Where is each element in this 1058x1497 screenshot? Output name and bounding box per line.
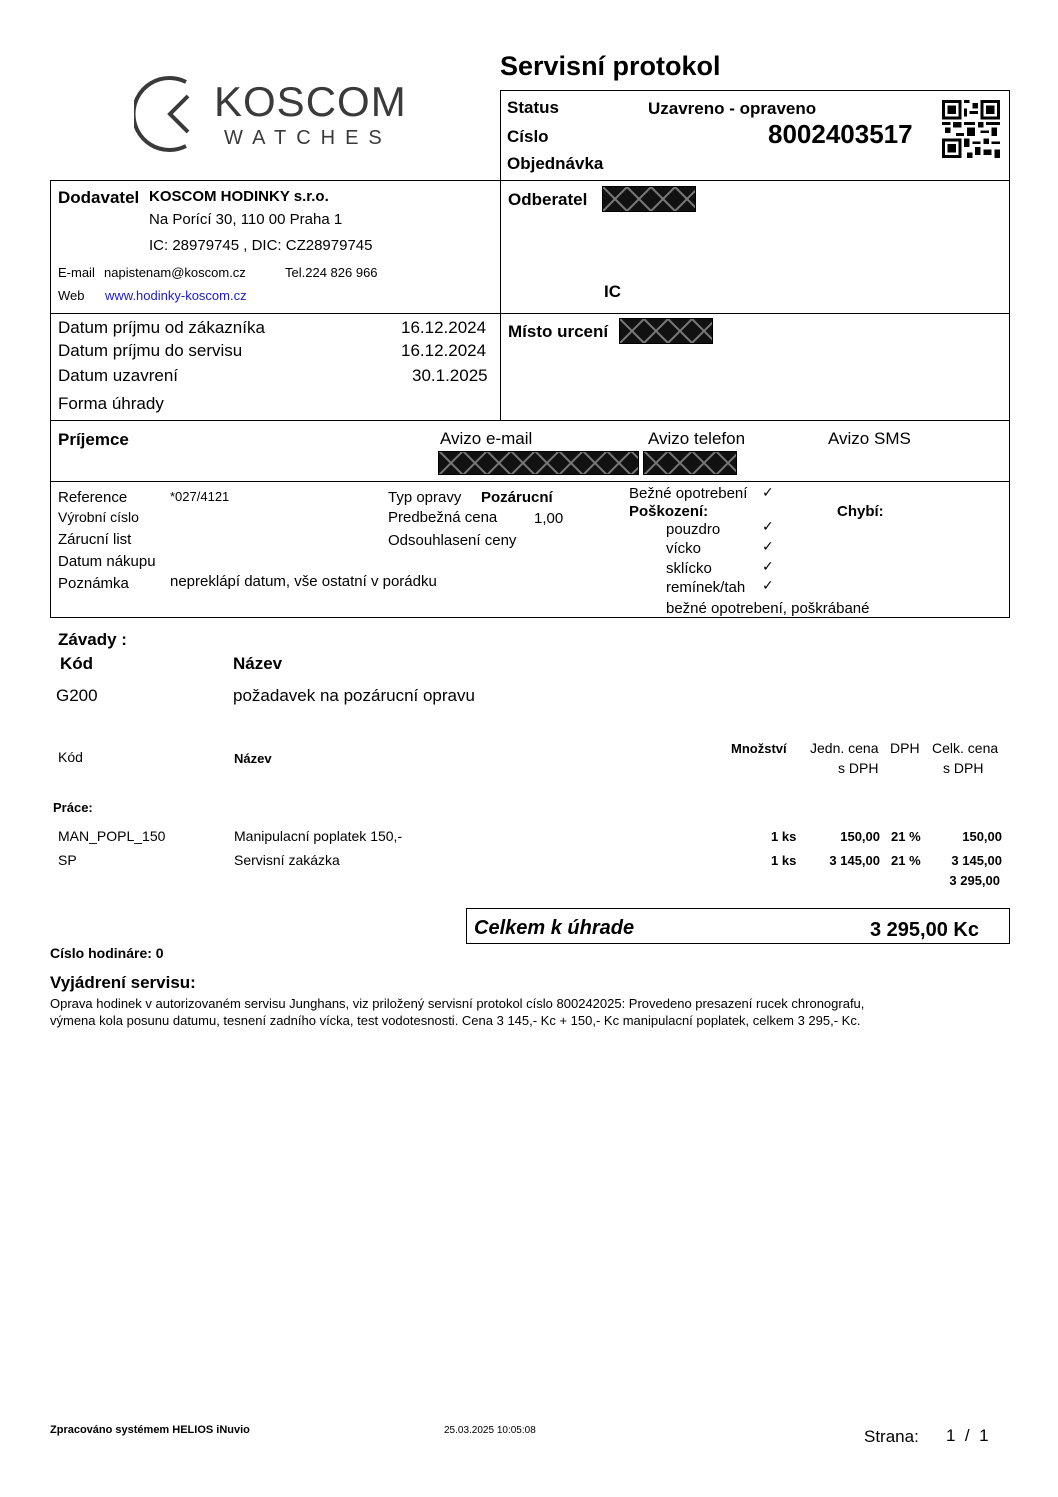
footer-system: Zpracováno systémem HELIOS iNuvio [50,1424,250,1436]
bezne-check-icon: ✓ [762,484,774,500]
logo-sub: WATCHES [224,127,392,149]
cislo-label: Císlo [507,127,549,146]
qr-code-icon [942,100,1000,158]
reference-label: Reference [58,489,128,506]
items-col-sdph2: s DPH [943,760,984,776]
zavady-col-nazev: Název [233,654,283,673]
item-kod: SP [58,852,77,868]
poznamka-value: nepreklápí datum, vše ostatní v porádku [170,573,437,590]
avizo-telefon-redacted [643,451,737,475]
web-label: Web [58,288,85,303]
zarucni-label: Zárucní list [58,531,132,548]
web-link[interactable]: www.hodinky-koscom.cz [105,288,247,303]
total-label: Celkem k úhrade [474,917,635,939]
prijem-zak-value: 16.12.2024 [401,318,487,337]
pouzdro-check-icon: ✓ [762,518,774,534]
item-mnozstvi: 1 ks [771,829,797,844]
uzavreni-value: 30.1.2025 [412,366,488,385]
items-col-nazev: Název [234,751,272,766]
item-dph: 21 % [891,853,921,868]
koscom-logo-icon [134,72,204,156]
items-col-mnozstvi: Množství [731,741,787,756]
prijemce-label: Príjemce [58,430,129,449]
dodavatel-label: Dodavatel [58,188,140,207]
odberatel-ic-label: IC [604,282,621,301]
vyjadreni-title: Vyjádrení servisu: [50,973,196,992]
predbezna-label: Predbežná cena [388,509,498,526]
vyjadreni-line2: výmena kola posunu datumu, tesnení zadního vícka, test vodotesnosti. Cena 3 145,- Kc + 150,- Kc manipulacní poplatek, celkem 3 295,- Kc. [50,1013,861,1028]
items-subtotal: 3 295,00 [949,873,1000,888]
item-mnozstvi: 1 ks [771,853,797,868]
prijem-zak-label: Datum príjmu od zákazníka [58,318,265,337]
item-jedn: 150,00 [840,829,880,844]
vyjadreni-line1: Oprava hodinek v autorizovaném servisu Junghans, viz priložený servisní protokol císlo 800242025: Provedeno presazení rucek chronografu, [50,996,865,1011]
pouzdro-label: pouzdro [666,521,721,538]
odberatel-label: Odberatel [508,190,588,209]
item-kod: MAN_POPL_150 [58,828,166,844]
zavady-row-kod: G200 [56,686,98,705]
odsouhlaseni-label: Odsouhlasení ceny [388,532,517,549]
typ-label: Typ opravy [388,489,462,506]
objednavka-label: Objednávka [507,154,604,173]
predbezna-value: 1,00 [534,510,564,527]
status-label: Status [507,98,559,117]
status-value: Uzavreno - opraveno [648,99,817,118]
vicko-check-icon: ✓ [762,538,774,554]
avizo-sms-label: Avizo SMS [828,429,911,448]
avizo-email-redacted [438,451,639,475]
item-dph: 21 % [891,829,921,844]
prijem-serv-label: Datum príjmu do servisu [58,341,243,360]
dodavatel-ic: IC: 28979745 , DIC: CZ28979745 [149,237,373,254]
footer-strana-value: 1 / 1 [946,1426,989,1445]
items-section-prace: Práce: [53,800,93,815]
chybi-label: Chybí: [837,503,884,520]
zavady-col-kod: Kód [60,654,94,673]
prijem-serv-value: 16.12.2024 [401,341,487,360]
forma-label: Forma úhrady [58,394,164,413]
total-value: 3 295,00 Kc [870,919,979,941]
item-celk: 150,00 [962,829,1002,844]
vyrobni-label: Výrobní císlo [58,509,139,525]
reference-value: *027/4121 [170,489,230,504]
item-jedn: 3 145,00 [829,853,880,868]
misto-label: Místo urcení [508,322,609,341]
typ-value: Pozárucní [481,489,553,506]
email-label: E-mail [58,265,95,280]
poskozeni-label: Poškození: [629,503,709,520]
document-title: Servisní protokol [500,51,721,81]
uzavreni-label: Datum uzavrení [58,366,178,385]
items-col-kod: Kód [58,749,83,765]
vicko-label: vícko [666,540,702,557]
email-value[interactable]: napistenam@koscom.cz [104,265,246,280]
bezne-note: bežné opotrebení, poškrábané [666,600,870,617]
item-celk: 3 145,00 [951,853,1002,868]
dodavatel-address: Na Porící 30, 110 00 Praha 1 [149,211,343,228]
items-col-jedn: Jedn. cena [810,740,879,756]
items-col-dph: DPH [890,740,920,756]
cislo-value: 8002403517 [768,119,913,149]
tel-value: Tel.224 826 966 [285,265,378,280]
reminek-label: remínek/tah [666,579,746,596]
sklicko-check-icon: ✓ [762,558,774,574]
item-nazev: Manipulacní poplatek 150,- [234,828,403,844]
odberatel-redacted [602,186,696,212]
item-nazev: Servisní zakázka [234,852,340,868]
dodavatel-name: KOSCOM HODINKY s.r.o. [149,188,329,205]
zavady-title: Závady : [58,630,127,649]
datum-nakupu-label: Datum nákupu [58,553,156,570]
footer-strana-label: Strana: [864,1427,919,1446]
avizo-telefon-label: Avizo telefon [648,429,746,448]
items-col-celk: Celk. cena [932,740,999,756]
hodinar-number: Císlo hodináre: 0 [50,945,164,961]
bezne-label: Bežné opotrebení [629,485,748,502]
reminek-check-icon: ✓ [762,577,774,593]
sklicko-label: sklícko [666,560,712,577]
footer-timestamp: 25.03.2025 10:05:08 [444,1425,536,1436]
zavady-row-nazev: požadavek na pozárucní opravu [233,686,475,705]
avizo-email-label: Avizo e-mail [440,429,533,448]
logo-brand: KOSCOM [214,78,407,125]
misto-redacted [619,318,713,344]
items-col-sdph1: s DPH [838,760,879,776]
poznamka-label: Poznámka [58,575,129,592]
